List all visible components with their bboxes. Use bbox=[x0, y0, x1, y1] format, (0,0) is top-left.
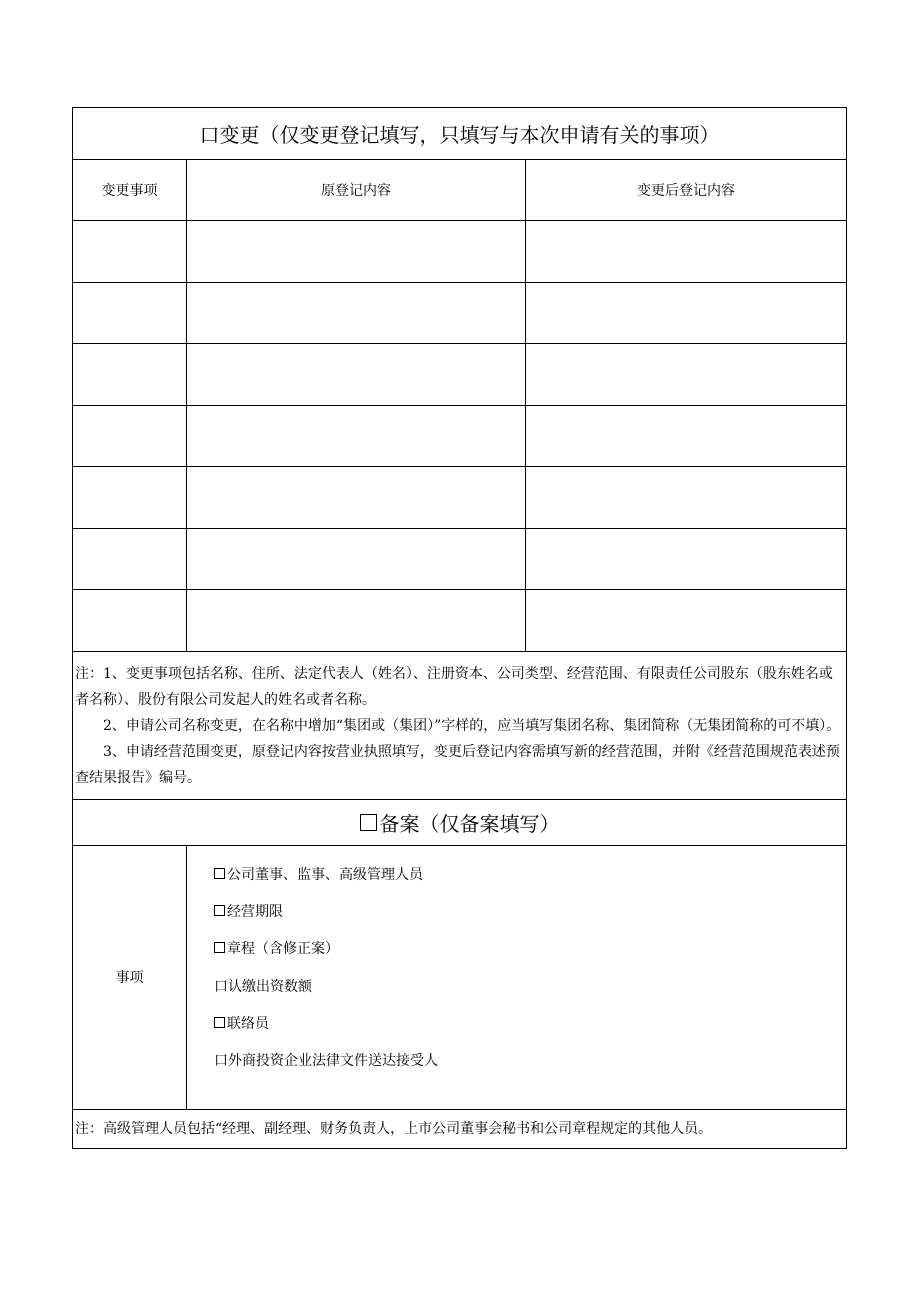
filing-item-directors[interactable] bbox=[214, 864, 846, 901]
footer-note-text: 注：高级管理人员包括“经理、副经理、财务负责人，上市公司董事会秘书和公司章程规定的其他人员。 bbox=[75, 1120, 713, 1137]
change-section-title bbox=[73, 108, 846, 160]
change-item-cell[interactable] bbox=[73, 529, 187, 590]
filing-item-liaison[interactable] bbox=[214, 1013, 846, 1050]
change-row bbox=[73, 467, 846, 529]
original-content-cell[interactable] bbox=[187, 406, 526, 467]
change-item-cell[interactable] bbox=[73, 344, 187, 405]
filing-items-row bbox=[73, 846, 846, 1110]
filing-item-term[interactable] bbox=[214, 901, 846, 938]
original-content-cell[interactable] bbox=[187, 467, 526, 528]
change-item-cell[interactable] bbox=[73, 467, 187, 528]
checkbox-directors[interactable] bbox=[214, 868, 225, 879]
filing-checkbox[interactable] bbox=[360, 814, 377, 831]
change-row bbox=[73, 406, 846, 468]
change-note-2: 2、申请公司名称变更，在名称中增加“集团或（集团）”字样的，应当填写集团名称、集团简称（无集团简称的可不填）。 bbox=[103, 717, 841, 734]
change-note-3: 3、申请经营范围变更，原登记内容按营业执照填写，变更后登记内容需填写新的经营范围，并附《经营范围规范表述预查结果报告》编号。 bbox=[75, 743, 840, 786]
checkbox-term[interactable] bbox=[214, 905, 225, 916]
new-content-cell[interactable] bbox=[526, 529, 846, 590]
registration-form bbox=[72, 107, 847, 1149]
filing-item-service-agent[interactable] bbox=[214, 1050, 846, 1087]
checkbox-articles[interactable] bbox=[214, 942, 225, 953]
change-row bbox=[73, 221, 846, 283]
original-content-cell[interactable] bbox=[187, 344, 526, 405]
item-label-articles: 章程（含修正案） bbox=[227, 941, 339, 958]
item-label-liaison: 联络员 bbox=[227, 1016, 269, 1033]
change-notes bbox=[73, 652, 846, 800]
change-row bbox=[73, 344, 846, 406]
filing-items-list bbox=[187, 846, 846, 1109]
header-new-content: 变更后登记内容 bbox=[637, 183, 735, 199]
change-item-cell[interactable] bbox=[73, 283, 187, 344]
filing-title-text: 备案（仅备案填写） bbox=[379, 811, 560, 836]
item-label-capital: 口认缴出资数额 bbox=[214, 978, 312, 995]
original-content-cell[interactable] bbox=[187, 283, 526, 344]
change-row bbox=[73, 283, 846, 345]
original-content-cell[interactable] bbox=[187, 221, 526, 282]
header-original-content: 原登记内容 bbox=[187, 160, 526, 220]
change-row bbox=[73, 590, 846, 652]
filing-item-articles[interactable] bbox=[214, 938, 846, 975]
original-content-cell[interactable] bbox=[187, 529, 526, 590]
change-title-text: 口变更（仅变更登记填写，只填写与本次申请有关的事项） bbox=[199, 123, 720, 147]
filing-item-capital[interactable] bbox=[214, 976, 846, 1013]
change-note-1: 注：1、变更事项包括名称、住所、法定代表人（姓名）、注册资本、公司类型、经营范围、有限责任公司股东（股东姓名或者名称）、股份有限公司发起人的姓名或者名称。 bbox=[75, 665, 833, 708]
change-item-cell[interactable] bbox=[73, 406, 187, 467]
checkbox-liaison[interactable] bbox=[214, 1017, 225, 1028]
new-content-cell[interactable] bbox=[526, 283, 846, 344]
filing-row-label: 事项 bbox=[73, 846, 187, 1109]
item-label-term: 经营期限 bbox=[227, 903, 283, 920]
new-content-cell[interactable] bbox=[526, 590, 846, 651]
filing-section-title bbox=[73, 800, 846, 846]
change-item-cell[interactable] bbox=[73, 590, 187, 651]
change-row bbox=[73, 529, 846, 591]
new-content-cell[interactable] bbox=[526, 467, 846, 528]
new-content-cell[interactable] bbox=[526, 344, 846, 405]
filing-footer-note bbox=[73, 1110, 846, 1148]
new-content-cell[interactable] bbox=[526, 406, 846, 467]
item-label-directors: 公司董事、监事、高级管理人员 bbox=[227, 866, 423, 883]
original-content-cell[interactable] bbox=[187, 590, 526, 651]
header-change-item: 变更事项 bbox=[73, 160, 187, 220]
new-content-cell[interactable] bbox=[526, 221, 846, 282]
change-item-cell[interactable] bbox=[73, 221, 187, 282]
change-table-header bbox=[73, 160, 846, 221]
item-label-service-agent: 口外商投资企业法律文件送达接受人 bbox=[214, 1053, 438, 1070]
